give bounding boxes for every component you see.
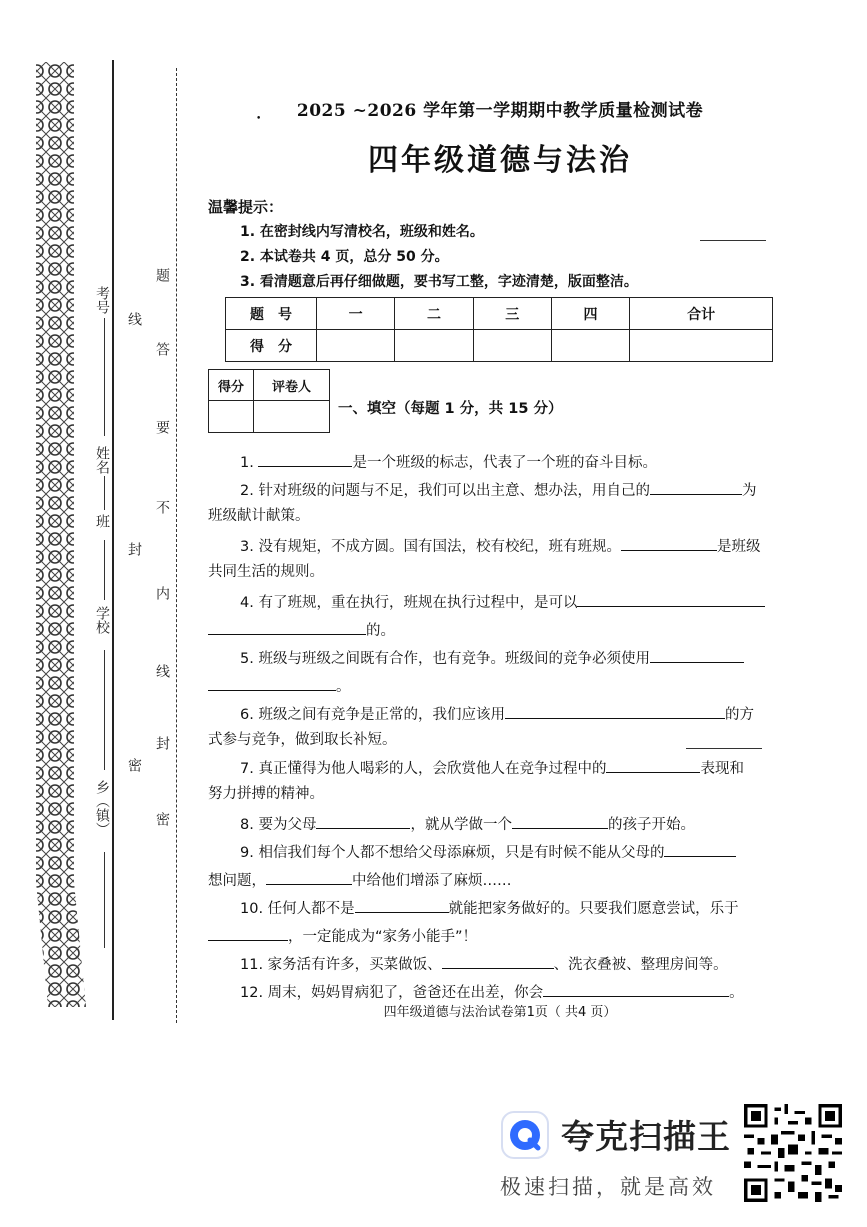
seal-char-3: 线 bbox=[154, 664, 170, 678]
answer-blank[interactable] bbox=[650, 646, 744, 663]
field-exam-no-label: 考号 bbox=[94, 286, 110, 314]
question-line bbox=[240, 980, 744, 1003]
grader-box bbox=[208, 369, 330, 433]
seal-char-8: 题 bbox=[154, 268, 170, 282]
question-line bbox=[208, 618, 395, 641]
question-line bbox=[240, 646, 744, 669]
answer-blank[interactable] bbox=[621, 534, 717, 551]
field-township-line[interactable] bbox=[104, 852, 105, 948]
question-text: 是一个班级的标志，代表了一个班的奋斗目标。 bbox=[352, 455, 657, 471]
seal-char-5: 不 bbox=[154, 500, 170, 514]
question-line bbox=[208, 506, 310, 526]
question-text: 努力拼搏的精神。 bbox=[208, 786, 324, 802]
binding-solid-line bbox=[112, 60, 114, 1020]
watermark-brand: 夸克扫描王 bbox=[561, 1117, 731, 1156]
question-line bbox=[240, 534, 760, 557]
stray-mark: • bbox=[256, 114, 262, 124]
field-name-line[interactable] bbox=[104, 476, 105, 510]
pencil-mark bbox=[686, 748, 762, 749]
watermark-slogan: 极速扫描，就是高效 bbox=[500, 1175, 716, 1199]
question-line bbox=[240, 812, 695, 835]
score-table-header-row bbox=[226, 298, 773, 330]
score-cell[interactable] bbox=[551, 330, 629, 362]
grader-score-label: 得分 bbox=[209, 370, 254, 401]
field-school-label: 学校 bbox=[94, 606, 110, 634]
answer-blank[interactable] bbox=[512, 812, 608, 829]
question-text: 就能把家务做好的。只要我们愿意尝试，乐于 bbox=[448, 901, 739, 917]
field-school-line[interactable] bbox=[104, 650, 105, 770]
score-cell[interactable] bbox=[473, 330, 551, 362]
answer-blank[interactable] bbox=[442, 952, 554, 969]
seal-char-7: 答 bbox=[154, 342, 170, 356]
question-text: 式参与竞争，做到取长补短。 bbox=[208, 732, 397, 748]
grader-score-cell[interactable] bbox=[209, 401, 254, 433]
question-text: 8. 要为父母 bbox=[240, 817, 317, 833]
question-text: 共同生活的规则。 bbox=[208, 564, 324, 580]
question-line bbox=[240, 590, 765, 613]
score-cell[interactable] bbox=[630, 330, 773, 362]
question-line bbox=[208, 730, 397, 750]
question-text: 的。 bbox=[366, 623, 395, 639]
binding-dashed-line bbox=[176, 68, 177, 1023]
qr-code-icon bbox=[744, 1104, 842, 1202]
decorative-border-pattern bbox=[28, 62, 86, 1012]
question-line bbox=[240, 450, 657, 473]
answer-blank[interactable] bbox=[650, 478, 742, 495]
section1-title: 一、填空（每题 1 分，共 15 分） bbox=[338, 401, 563, 417]
exam-header: 2025 ~2026 学年第一学期期中教学质量检测试卷 bbox=[296, 101, 704, 121]
tip-item-2: 2. 本试卷共 4 页，总分 50 分。 bbox=[240, 249, 449, 265]
seal-char-2: 封 bbox=[154, 736, 170, 750]
field-class-label: 班 bbox=[94, 514, 110, 528]
col-header: 四 bbox=[551, 298, 629, 330]
question-line bbox=[240, 478, 756, 501]
quark-logo-icon bbox=[500, 1110, 550, 1160]
exam-title: 四年级道德与法治 bbox=[368, 143, 632, 178]
question-line bbox=[240, 702, 754, 725]
grader-name-cell[interactable] bbox=[254, 401, 330, 433]
answer-blank[interactable] bbox=[208, 618, 366, 635]
field-class-line[interactable] bbox=[104, 540, 105, 600]
field-exam-no-line[interactable] bbox=[104, 318, 105, 436]
question-text: 9. 相信我们每个人都不想给父母添麻烦，只是有时候不能从父母的 bbox=[240, 845, 665, 861]
question-text: 12. 周末，妈妈胃病犯了，爸爸还在出差，你会 bbox=[240, 985, 544, 1001]
question-line bbox=[208, 924, 477, 947]
question-line bbox=[208, 562, 324, 582]
question-text: 7. 真正懂得为他人喝彩的人，会欣赏他人在竞争过程中的 bbox=[240, 761, 607, 777]
answer-blank[interactable] bbox=[505, 702, 725, 719]
seal-char-4: 内 bbox=[154, 586, 170, 600]
col-header: 三 bbox=[473, 298, 551, 330]
col-header: 合计 bbox=[630, 298, 773, 330]
answer-blank[interactable] bbox=[577, 590, 765, 607]
answer-blank[interactable] bbox=[208, 674, 336, 691]
question-text: 1. bbox=[240, 455, 259, 471]
question-text: 为 bbox=[741, 483, 757, 499]
question-text: 2. 针对班级的问题与不足，我们可以出主意、想办法，用自己的 bbox=[240, 483, 650, 499]
score-cell[interactable] bbox=[317, 330, 395, 362]
tip-item-1: 1. 在密封线内写清校名，班级和姓名。 bbox=[240, 224, 484, 240]
answer-blank[interactable] bbox=[316, 812, 410, 829]
seal-char-left-3: 线 bbox=[126, 312, 142, 326]
question-text: 3. 没有规矩，不成方圆。国有国法，校有校纪，班有班规。 bbox=[240, 539, 621, 555]
question-text: 4. 有了班规，重在执行，班规在执行过程中，是可以 bbox=[240, 595, 578, 611]
question-text: 。 bbox=[336, 679, 351, 695]
question-line bbox=[240, 840, 736, 863]
question-text: 。 bbox=[729, 985, 744, 1001]
answer-blank[interactable] bbox=[355, 896, 449, 913]
question-text: 想问题， bbox=[208, 873, 266, 889]
score-table bbox=[225, 297, 773, 362]
answer-blank[interactable] bbox=[543, 980, 729, 997]
question-text: 11. 家务活有许多，买菜做饭、 bbox=[240, 957, 442, 973]
question-line bbox=[240, 756, 744, 779]
question-line bbox=[208, 674, 351, 697]
question-text: 表现和 bbox=[700, 761, 744, 777]
col-header: 二 bbox=[395, 298, 473, 330]
seal-char-left-2: 封 bbox=[126, 542, 142, 556]
question-text: 的方 bbox=[724, 707, 754, 723]
question-line bbox=[240, 896, 739, 919]
answer-blank[interactable] bbox=[664, 840, 736, 857]
score-cell[interactable] bbox=[395, 330, 473, 362]
page-footer: 四年级道德与法治试卷第1页（ 共4 页） bbox=[383, 1005, 617, 1020]
question-text: 中给他们增添了麻烦…… bbox=[352, 873, 512, 889]
answer-blank[interactable] bbox=[208, 924, 288, 941]
tip-item-3: 3. 看清题意后再仔细做题，要书写工整，字迹清楚，版面整洁。 bbox=[240, 274, 638, 290]
answer-blank[interactable] bbox=[258, 450, 352, 467]
question-text: ，就从学做一个 bbox=[410, 817, 512, 833]
seal-char-1: 密 bbox=[154, 812, 170, 826]
question-line bbox=[208, 784, 324, 804]
pencil-mark bbox=[700, 240, 766, 241]
col-header: 一 bbox=[317, 298, 395, 330]
grader-label: 评卷人 bbox=[254, 370, 330, 401]
row-label-question-no: 题 号 bbox=[226, 298, 317, 330]
answer-blank[interactable] bbox=[266, 868, 352, 885]
score-table-score-row bbox=[226, 330, 773, 362]
seal-char-left-1: 密 bbox=[126, 758, 142, 772]
question-line bbox=[240, 952, 728, 975]
tips-heading: 温馨提示： bbox=[208, 198, 284, 216]
question-text: 、洗衣叠被、整理房间等。 bbox=[553, 957, 728, 973]
question-text: 6. 班级之间有竞争是正常的，我们应该用 bbox=[240, 707, 505, 723]
question-text: 5. 班级与班级之间既有合作，也有竞争。班级间的竞争必须使用 bbox=[240, 651, 650, 667]
field-township-label: 乡（镇） bbox=[94, 780, 110, 836]
question-text: 的孩子开始。 bbox=[607, 817, 695, 833]
question-line bbox=[208, 868, 512, 891]
question-text: 是班级 bbox=[716, 539, 761, 555]
row-label-score: 得 分 bbox=[226, 330, 317, 362]
field-name-label: 姓名 bbox=[94, 446, 110, 474]
seal-char-6: 要 bbox=[154, 420, 170, 434]
answer-blank[interactable] bbox=[606, 756, 700, 773]
question-text: 班级献计献策。 bbox=[208, 508, 310, 524]
question-text: ，一定能成为“家务小能手”！ bbox=[288, 929, 478, 945]
question-text: 10. 任何人都不是 bbox=[240, 901, 355, 917]
